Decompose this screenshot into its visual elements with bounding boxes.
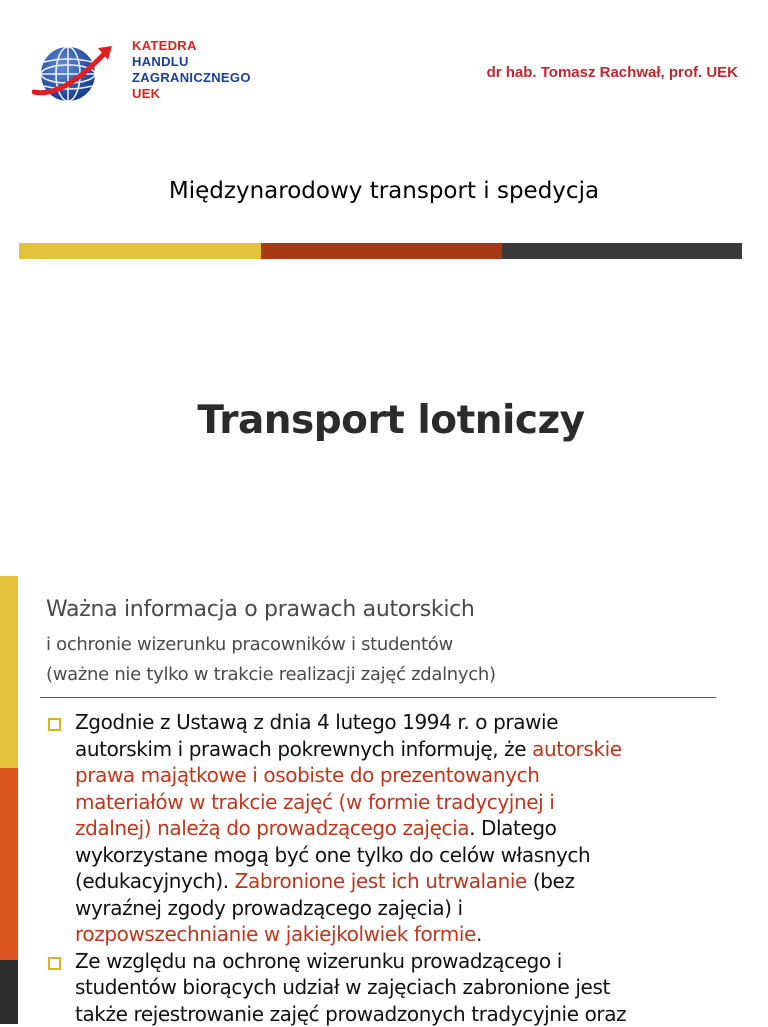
bullet-line: Zgodnie z Ustawą z dnia 4 lutego 1994 r. o prawie xyxy=(75,709,734,736)
divider-stripe-dark xyxy=(502,243,742,259)
bullet-line xyxy=(75,815,734,842)
logo-line-3: ZAGRANICZNEGO xyxy=(132,70,251,86)
bullet-copyright xyxy=(44,709,734,948)
divider-stripe-rust xyxy=(261,243,502,259)
bullet-text: (bez xyxy=(527,869,575,893)
slide-title: Transport lotniczy xyxy=(0,398,768,443)
logo-line-1: KATEDRA xyxy=(132,38,251,54)
side-bar-yellow xyxy=(0,576,18,768)
notice-subheading-2: (ważne nie tylko w trakcie realizacji zajęć zdalnych) xyxy=(46,664,496,685)
bullet-line: Ze względu na ochronę wizerunku prowadzącego i xyxy=(75,948,734,975)
bullet-highlight: Zabronione jest ich utrwalanie xyxy=(235,869,527,893)
slide-header xyxy=(0,0,768,130)
bullet-highlight: rozpowszechnianie w jakiejkolwiek formie xyxy=(75,922,476,946)
side-bar-orange xyxy=(0,768,18,960)
bullet-text: autorskim i prawach pokrewnych informuję, że xyxy=(75,737,532,761)
bullet-highlight-line: prawa majątkowe i osobiste do prezentowanych xyxy=(75,762,734,789)
globe-arrow-icon xyxy=(32,40,118,106)
logo-wordmark xyxy=(132,38,251,102)
bullet-text: . Dlatego xyxy=(469,816,556,840)
department-logo xyxy=(32,36,272,116)
bullet-line xyxy=(75,921,734,948)
side-bar-dark xyxy=(0,960,18,1024)
divider-stripe-yellow xyxy=(19,243,261,259)
author-name: dr hab. Tomasz Rachwał, prof. UEK xyxy=(487,64,738,81)
square-bullet-icon xyxy=(48,718,61,731)
notice-subheading-1: i ochronie wizerunku pracowników i studentów xyxy=(46,634,453,655)
bullet-line xyxy=(75,868,734,895)
notice-bullets xyxy=(44,709,734,1027)
bullet-highlight-line: materiałów w trakcie zajęć (w formie tradycyjnej i xyxy=(75,789,734,816)
bullet-text: (edukacyjnych). xyxy=(75,869,235,893)
bullet-highlight: autorskie xyxy=(532,737,622,761)
bullet-image-protection xyxy=(44,948,734,1027)
square-bullet-icon xyxy=(48,957,61,970)
notice-divider xyxy=(40,697,716,698)
logo-line-2: HANDLU xyxy=(132,54,251,70)
bullet-highlight: zdalnej) należą do prowadzącego zajęcia xyxy=(75,816,469,840)
bullet-text: . xyxy=(476,922,482,946)
notice-heading: Ważna informacja o prawach autorskich xyxy=(46,597,475,622)
bullet-line: wykorzystane mogą być one tylko do celów własnych xyxy=(75,842,734,869)
bullet-line xyxy=(75,736,734,763)
logo-line-4: UEK xyxy=(132,86,251,102)
bullet-line: studentów biorących udział w zajęciach zabronione jest xyxy=(75,974,734,1001)
bullet-line: wyraźnej zgody prowadzącego zajęcia) i xyxy=(75,895,734,922)
course-title: Międzynarodowy transport i spedycja xyxy=(0,178,768,204)
bullet-line: także rejestrowanie zajęć prowadzonych tradycyjnie oraz xyxy=(75,1001,734,1027)
